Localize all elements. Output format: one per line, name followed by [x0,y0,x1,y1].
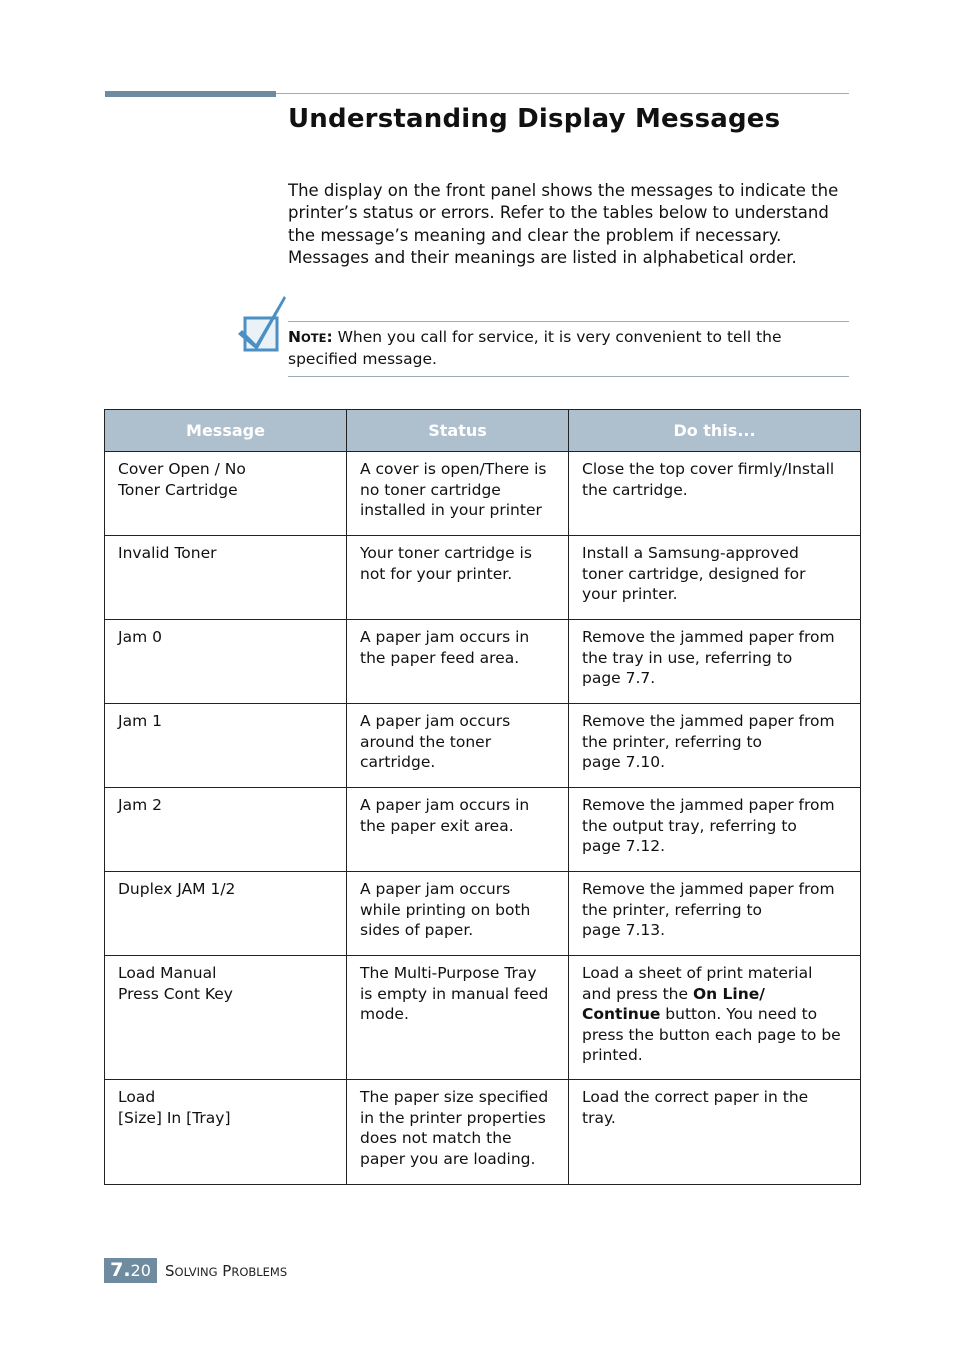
table-row [105,872,861,956]
note-top-rule [288,321,849,322]
status-cell: A paper jam occurs while printing on both sides of paper. [347,872,569,956]
status-cell: A paper jam occurs in the paper exit area. [347,788,569,872]
header-message: Message [105,410,347,452]
message-cell: Jam 1 [105,704,347,788]
action-cell: Load a sheet of print material and press the On Line/ Continue button. You need to press the button each page to be printed. [569,956,861,1080]
table-row [105,1080,861,1185]
table-row [105,788,861,872]
status-cell: Your toner cartridge is not for your printer. [347,536,569,620]
message-cell: Jam 2 [105,788,347,872]
note [288,327,848,369]
intro-paragraph: The display on the front panel shows the messages to indicate the printer’s status or errors. Refer to the tables below to understand the message’s meaning and clear the problem if necessary. Messages and their meanings are listed in alphabetical order. [288,181,839,267]
status-cell: A cover is open/There is no toner cartridge installed in your printer [347,452,569,536]
footer-section-title: SOLVING PROBLEMS [165,1262,288,1280]
message-cell: Load Manual Press Cont Key [105,956,347,1080]
header-status: Status [347,410,569,452]
status-cell: The paper size specified in the printer properties does not match the paper you are loading. [347,1080,569,1185]
page-number-badge: 7.20 [104,1258,157,1283]
message-cell: Duplex JAM 1/2 [105,872,347,956]
note-bottom-rule [288,376,849,377]
message-cell: Jam 0 [105,620,347,704]
message-cell: Cover Open / No Toner Cartridge [105,452,347,536]
header-do-this: Do this... [569,410,861,452]
table-row [105,536,861,620]
status-cell: A paper jam occurs in the paper feed area. [347,620,569,704]
check-note-icon [236,292,288,354]
note-text: When you call for service, it is very convenient to tell the specified message. [288,328,782,368]
action-cell: Remove the jammed paper from the tray in use, referring to page 7.7. [569,620,861,704]
note-label: NOTE: [288,328,333,346]
action-cell: Remove the jammed paper from the output tray, referring to page 7.12. [569,788,861,872]
header-accent-bar [105,91,276,97]
continue-button-name: Continue [582,1005,661,1023]
header-rule [276,93,849,94]
messages-table [104,409,861,1185]
action-cell: Remove the jammed paper from the printer, referring to page 7.10. [569,704,861,788]
table-row [105,956,861,1080]
status-cell: A paper jam occurs around the toner cartridge. [347,704,569,788]
action-cell: Remove the jammed paper from the printer, referring to page 7.13. [569,872,861,956]
table-row [105,704,861,788]
message-cell: Load [Size] In [Tray] [105,1080,347,1185]
action-cell: Load the correct paper in the tray. [569,1080,861,1185]
table-row [105,620,861,704]
action-cell: Install a Samsung-approved toner cartridge, designed for your printer. [569,536,861,620]
message-cell: Invalid Toner [105,536,347,620]
action-cell: Close the top cover firmly/Install the cartridge. [569,452,861,536]
table-header-row [105,410,861,452]
on-line-button-name: On Line/ [692,984,765,1003]
table-row [105,452,861,536]
page-title: Understanding Display Messages [288,104,781,134]
status-cell: The Multi-Purpose Tray is empty in manual feed mode. [347,956,569,1080]
